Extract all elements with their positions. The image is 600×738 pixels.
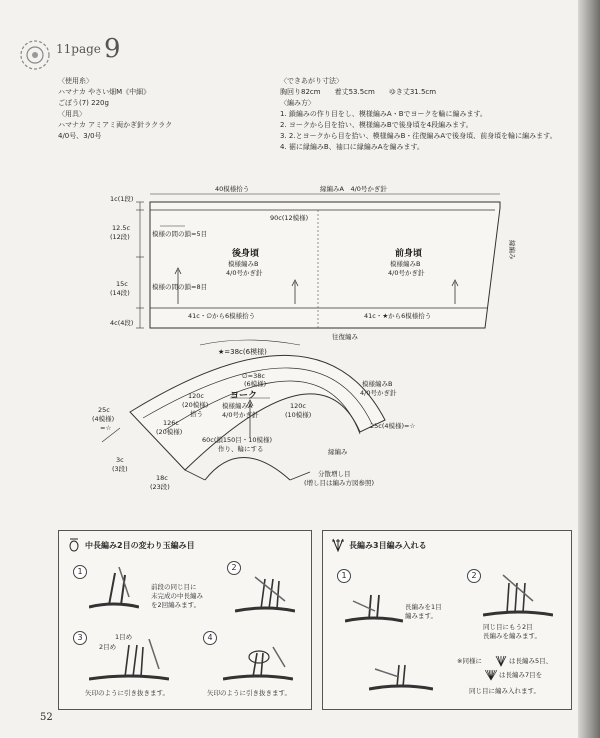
note-line-3: 同じ目に編み入れます。 [469, 687, 540, 695]
method-step: 4. 裾に縁編みB、袖口に縁編みAを編みます。 [280, 143, 424, 151]
tools-size: 4/0号、3/0号 [58, 132, 102, 140]
step2-illustration [235, 571, 295, 615]
seven-dc-symbol-icon [485, 669, 497, 681]
yoke-title: ヨーク [230, 391, 258, 401]
label-25-left-3: =☆ [100, 424, 112, 432]
label-120b: 120c [290, 402, 306, 410]
label-left-15b: (14段) [110, 289, 130, 297]
method-step: 3. 2.とヨークから目を拾い、模様編みB・往復編みAで後身頃、前身頃を輪に編みます。 [280, 132, 557, 140]
back-body-hook: 4/0号かぎ針 [226, 269, 263, 277]
step3-label-a: 1目め [115, 633, 133, 641]
label-120a: 120c [188, 392, 204, 400]
label-width-90: 90c(12模様) [270, 214, 309, 222]
technique-box-three-dc [322, 530, 572, 710]
label-increase-1: 分散増し目 [318, 470, 351, 478]
step-number-1: 1 [337, 569, 351, 583]
back-body-pattern: 模様編みB [228, 260, 259, 268]
label-edge-top: 縁編みA 4/0号かぎ針 [320, 185, 387, 193]
page-number: 52 [40, 712, 53, 723]
step2-caption-b: 長編みを編みます。 [483, 632, 541, 640]
label-star-38: ★=38c(6模様) [218, 348, 267, 356]
front-body-pattern: 模様編みB [390, 260, 421, 268]
label-left-4: 4c(4段) [110, 319, 134, 327]
pattern-number: 9 [104, 34, 121, 64]
method-heading: 〈編み方〉 [280, 99, 315, 107]
step1-caption-a: 前段の同じ目に [151, 583, 197, 591]
method-step: 1. 鎖編みの作り目をし、模様編みA・Bでヨークを輪に編みます。 [280, 110, 487, 118]
step2-caption-a: 同じ目にもう2目 [483, 623, 533, 631]
five-dc-symbol-icon [495, 655, 507, 667]
label-ohuku: 往復編み [332, 333, 358, 341]
label-25-left: 25c [98, 406, 110, 414]
step3-caption: 矢印のように引き抜きます。 [85, 689, 169, 697]
label-3b: (3段) [112, 465, 128, 473]
step2-illustration [483, 571, 553, 621]
technique-box-puff-stitch [58, 530, 312, 710]
front-body-title: 前身頃 [395, 249, 423, 259]
label-left-1: 1c(1段) [110, 195, 134, 203]
step4-illustration [223, 643, 293, 683]
label-edge-right: 縁編み [508, 240, 516, 260]
step3-label-b: 2目め [99, 643, 117, 651]
garment-schematic [0, 180, 580, 510]
label-18: 18c [156, 474, 168, 482]
label-126b: (20模様) [156, 428, 183, 436]
label-pick-41a: 41c・∅から6模様拾う [188, 312, 256, 320]
label-chain-60b: 作り、輪にする [218, 445, 264, 453]
label-3: 3c [116, 456, 124, 464]
label-left-12-5b: (12段) [110, 233, 130, 241]
step-number-2: 2 [227, 561, 241, 575]
label-edge-yoke: 縁編み [328, 448, 348, 456]
label-25-right: 25c(4模様)=☆ [370, 422, 416, 430]
three-dc-symbol-icon [331, 537, 345, 553]
finished-heading: 〈できあがり寸法〉 [280, 77, 343, 85]
label-gap8: 模様の間の鎖=8目 [152, 283, 208, 291]
label-120a-2: (20模様) [182, 401, 209, 409]
instructions-block [280, 76, 570, 153]
tools-name: ハマナカ アミアミ両かぎ針ラクラク [58, 121, 173, 129]
yarn-amount: ごぼう(7) 220g [58, 99, 109, 107]
note-line-2: は長編み7目を [499, 671, 543, 679]
yoke-hook: 4/0号かぎ針 [222, 411, 259, 419]
label-phi-38b: (6模様) [244, 380, 267, 388]
step-number-4: 4 [203, 631, 217, 645]
front-body-hook: 4/0号かぎ針 [388, 269, 425, 277]
label-25-left-2: (4模様) [92, 415, 115, 423]
yarn-name: ハマナカ やさい畑M《中細》 [58, 88, 151, 96]
note-line-1: ※同様に [457, 657, 482, 665]
tools-heading: 〈用具〉 [58, 110, 86, 118]
step1-caption-a: 長編みを1目 [405, 603, 442, 611]
label-120b-2: (10模様) [285, 411, 312, 419]
fan-illustration [369, 655, 433, 695]
label-chain-60: 60c(鎖150目・10模様) [202, 436, 273, 444]
box-title: 長編み3目編み入れる [349, 541, 427, 550]
step1-caption-c: を2回編みます。 [151, 601, 201, 609]
step-number-1: 1 [73, 565, 87, 579]
finished-sizes: 胸回り82cm 着丈53.5cm ゆき丈31.5cm [280, 88, 437, 96]
step3-illustration [89, 639, 169, 683]
label-pattern-b: 模様編みB [362, 380, 393, 388]
label-top-pick: 40模様拾う [215, 185, 250, 193]
step4-caption: 矢印のように引き抜きます。 [207, 689, 291, 697]
flower-motif-icon [18, 38, 52, 72]
label-120a-3: 拾う [190, 410, 203, 418]
step-number-2: 2 [467, 569, 481, 583]
label-pick-41b: 41c・★から6模様拾う [364, 312, 432, 320]
label-gap5: 模様の間の鎖=5目 [152, 230, 208, 238]
step-number-3: 3 [73, 631, 87, 645]
label-increase-2: (増し目は編み方図参照) [304, 479, 375, 487]
yarn-heading: 〈使用糸〉 [58, 77, 93, 85]
label-pattern-b-hook: 4/0号かぎ針 [360, 389, 397, 397]
step1-caption-b: 未完成の中長編み [151, 592, 203, 600]
label-126: 126c [163, 419, 179, 427]
method-step: 2. ヨークから目を拾い、模様編みBで後身頃を4段編みます。 [280, 121, 473, 129]
step1-illustration [345, 587, 403, 627]
label-left-15: 15c [116, 280, 128, 288]
label-left-12-5: 12.5c [112, 224, 131, 232]
note-line-1b: は長編み5目、 [509, 657, 553, 665]
back-body-title: 後身頃 [232, 249, 260, 259]
neck-opening [205, 458, 290, 481]
page-edge-shadow [578, 0, 600, 738]
step1-illustration [89, 567, 139, 611]
label-18b: (23段) [150, 483, 170, 491]
yoke-pattern: 模様編みA [222, 402, 253, 410]
label-phi-38: ∅=38c [242, 372, 265, 380]
body-outline [150, 202, 500, 328]
box-title: 中長編み2目の変わり玉編み目 [85, 541, 195, 550]
page-label: 11page [56, 42, 101, 56]
materials-block [58, 76, 258, 142]
puff-stitch-symbol-icon [67, 537, 81, 553]
step1-caption-b: 編みます。 [405, 612, 437, 620]
